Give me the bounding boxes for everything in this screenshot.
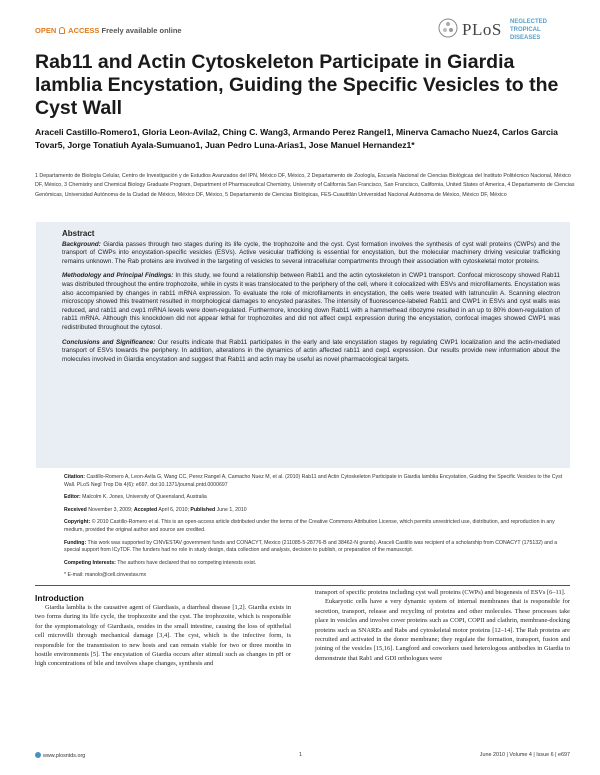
introduction-heading: Introduction (35, 593, 84, 603)
citation-text: Castillo-Romero A, Leon-Avila G, Wang CC, Perez Rangel A, Camacho Nuez M, et al. (2010) Rab11 and Actin Cytoskeleton Participate in Giardia lamblia Encystation, Guiding the Specific Vesicles to the Cyst Wall. PLoS Negl Trop Dis 4(6): e697. doi:10.1371/journal.pntd.0000697 (64, 474, 563, 488)
intro-column-right (315, 588, 570, 663)
open-access-banner (35, 26, 182, 35)
citation (64, 474, 570, 489)
journal-tag-line1: NEGLECTED (510, 19, 548, 25)
intro-paragraph-3: Eukaryotic cells have a very dynamic system of internal membranes that is responsible for secretion, transport, release and recycling of proteins and other molecules. These processes take place in vesicles and involve cover proteins such as COPI, COPII and clathrin, membrane-docking proteins such as SNAREs and Rabs and cytoskeletal motor proteins [12–14]. The Rab proteins are recruited and activated in the donor membrane; they regulate the formation, transport, fusion and joining of the vesicles [15,16]. Langford and coworkers used heterologous antibodies in Giardia to demonstrate that Rab1 and GDI orthologues were (315, 598, 570, 662)
background-label: Background: (62, 240, 101, 248)
editor (64, 494, 570, 502)
abstract-heading: Abstract (62, 229, 95, 238)
open-lock-icon (59, 27, 65, 34)
funding-label: Funding: (64, 539, 87, 546)
section-divider (35, 585, 570, 586)
funding (64, 540, 570, 555)
published-label: Published (190, 506, 216, 513)
footer-url[interactable] (35, 752, 85, 759)
article-metadata (64, 474, 570, 585)
dates (64, 507, 570, 515)
competing-interests (64, 560, 570, 568)
editor-text: Malcolm K. Jones, University of Queensland, Australia (82, 494, 207, 501)
funding-text: This work was supported by CINVESTAV government funds and CONACYT, Mexico (211085-5-28776-B and 38462-N grants). Araceli Castillo was recipient of a scholarship from CONACYT (175132) and a special support from ICyTDF. The funders had no role in study design, data collection and analysis, decision to publish, or preparation of the manuscript. (64, 539, 558, 554)
issue-info: June 2010 | Volume 4 | Issue 6 | e697 (479, 752, 570, 758)
conclusions-text: Our results indicate that Rab11 participates in the early and late encystation stages by regulating CWP1 localization and the actin-mediated transport of ESVs towards the periphery. In addition, alterations in the dynamics of actin affected rab11 and cwp1 expression. Our results provide new information about the molecules involved in Giardia encystation and suggest that Rab11 and actin may be useful as novel pharmacological targets. (62, 338, 560, 363)
journal-tag-line2: TROPICAL DISEASES (510, 27, 541, 41)
globe-icon (35, 752, 41, 758)
competing-label: Competing Interests: (64, 559, 116, 566)
journal-logo (438, 14, 568, 44)
methods-text: In this study, we found a relationship between Rab11 and the actin cytoskeleton in CWP1 transport. Confocal microscopy showed Rab11 was distributed throughout the entire trophozoite, while in cysts it was translocated to the periphery of the cell, where it colocalized with ESVs and microfilaments. Encystation was also accompanied by changes in rab11 mRNA expression. To evaluate the role of microfilaments in encystation, the cells were treated with latrunculin A. Scanning electron microscopy showed this treatment resulted in morphological damages to encysted parasites. The intensity of fluorescence-labeled Rab11 and CWP1 in ESVs and cyst walls was reduced, and rab11 and cwp1 mRNA levels were down-regulated. Furthermore, knocking down Rab11 with a hammerhead ribozyme resulted in an up to 80% down-regulation of rab11 mRNA. Although this knockdown did not appear lethal for trophozoites and did not affect cwp1 expression during the encystation, confocal images showed CWP1 was redistributed throughout the cytosol. (62, 272, 561, 331)
background-text: Giardia passes through two stages during its life cycle, the trophozoite and the cyst. Cyst formation involves the synthesis of cyst wall proteins (CWPs) and the transport of CWPs into encystation-specific vesicles (ESVs). Active vesicular trafficking is essential for encystation, but the molecular machinery driving vesicular trafficking remains unknown. The Rab proteins are involved in the targeting of vesicles to several intracellular compartments through their association with cytoskeletal motor proteins. (62, 240, 560, 265)
author-email: * E-mail: manolo@cell.cinvestav.mx (64, 572, 147, 579)
open-label: OPEN (35, 26, 57, 35)
intro-column-left (35, 603, 291, 669)
access-label: ACCESS (68, 26, 100, 35)
copyright-label: Copyright: (64, 519, 91, 526)
abstract-conclusions (62, 339, 560, 365)
freely-available-label: Freely available online (101, 26, 182, 35)
intro-paragraph-1: Giardia lamblia is the causative agent of Giardiasis, a diarrheal disease [1,2]. Giardia exists in two forms during its life cycle, the trophozoite and the cyst. The trophozoite, which is responsible for the symptomatology of Giardiasis, resides in the small intestine, causing the loss of epithelial cell microvilli through mechanical damage [3,4]. The cyst, which is the infective form, is responsible for the transmission to new hosts and can remain viable for two or three months in hostile environments [5]. The encystation of Giardia occurs after stimuli such as changes in pH or high concentrations of bile and involves shape changes, synthesis and (35, 604, 291, 668)
abstract-box (36, 222, 570, 468)
abstract-methods (62, 272, 560, 332)
competing-text: The authors have declared that no competing interests exist. (117, 559, 257, 566)
accepted-date: April 6, 2010; (158, 506, 189, 513)
published-date: June 1, 2010 (216, 506, 247, 513)
article-title: Rab11 and Actin Cytoskeleton Participate in Giardia lamblia Encystation, Guiding the Specific Vesicles to the Cyst Wall (35, 51, 559, 119)
intro-paragraph-2: transport of specific proteins including cyst wall proteins (CWPs) and biogenesis of ESVs [6–11]. (315, 589, 566, 596)
footer-url-text: www.plosntds.org (43, 753, 86, 759)
received-label: Received (64, 506, 87, 513)
copyright (64, 519, 570, 534)
methods-label: Methodology and Principal Findings: (62, 272, 174, 280)
conclusions-label: Conclusions and Significance: (62, 338, 156, 346)
page-number: 1 (299, 752, 302, 758)
received-date: November 3, 2009; (88, 506, 133, 513)
abstract-background (62, 241, 560, 267)
copyright-text: © 2010 Castillo-Romero et al. This is an open-access article distributed under the terms of the Creative Commons Attribution License, which permits unrestricted use, distribution, and reproduction in any medium, provided the original author and source are credited. (64, 519, 555, 533)
editor-label: Editor: (64, 494, 81, 501)
journal-tag (510, 18, 568, 42)
publisher-name: PLoS (462, 20, 502, 39)
author-list: Araceli Castillo-Romero1, Gloria Leon-Avila2, Ching C. Wang3, Armando Perez Rangel1, Minerva Camacho Nuez4, Carlos Garcia Tovar5, Jorge Tonatiuh Ayala-Sumuano1, Juan Pedro Luna-Arias1, Jose Manuel Hernandez1* (35, 127, 558, 150)
accepted-label: Accepted (133, 506, 158, 513)
affiliations: 1 Departamento de Biología Celular, Centro de Investigación y de Estudios Avanzados del IPN, México DF, México, 2 Departamento de Zoología, Escuela Nacional de Ciencias Biológicas del Instituto Politécnico Nacional, México DF, México, 3 Chemistry and Chemical Biology Graduate Program, Department of Pharmaceutical Chemistry, University of California San Francisco, San Francisco, California, United States of America, 4 Departamento de Ciencias Genómicas, Universidad Autónoma de la Ciudad de México, México DF, México, 5 Departamento de Ciencias Biológicas, FES-Cuautitlán Universidad Nacional Autónoma de México, México DF, México (35, 173, 575, 198)
citation-label: Citation: (64, 474, 86, 480)
plos-logo-icon (438, 16, 458, 40)
